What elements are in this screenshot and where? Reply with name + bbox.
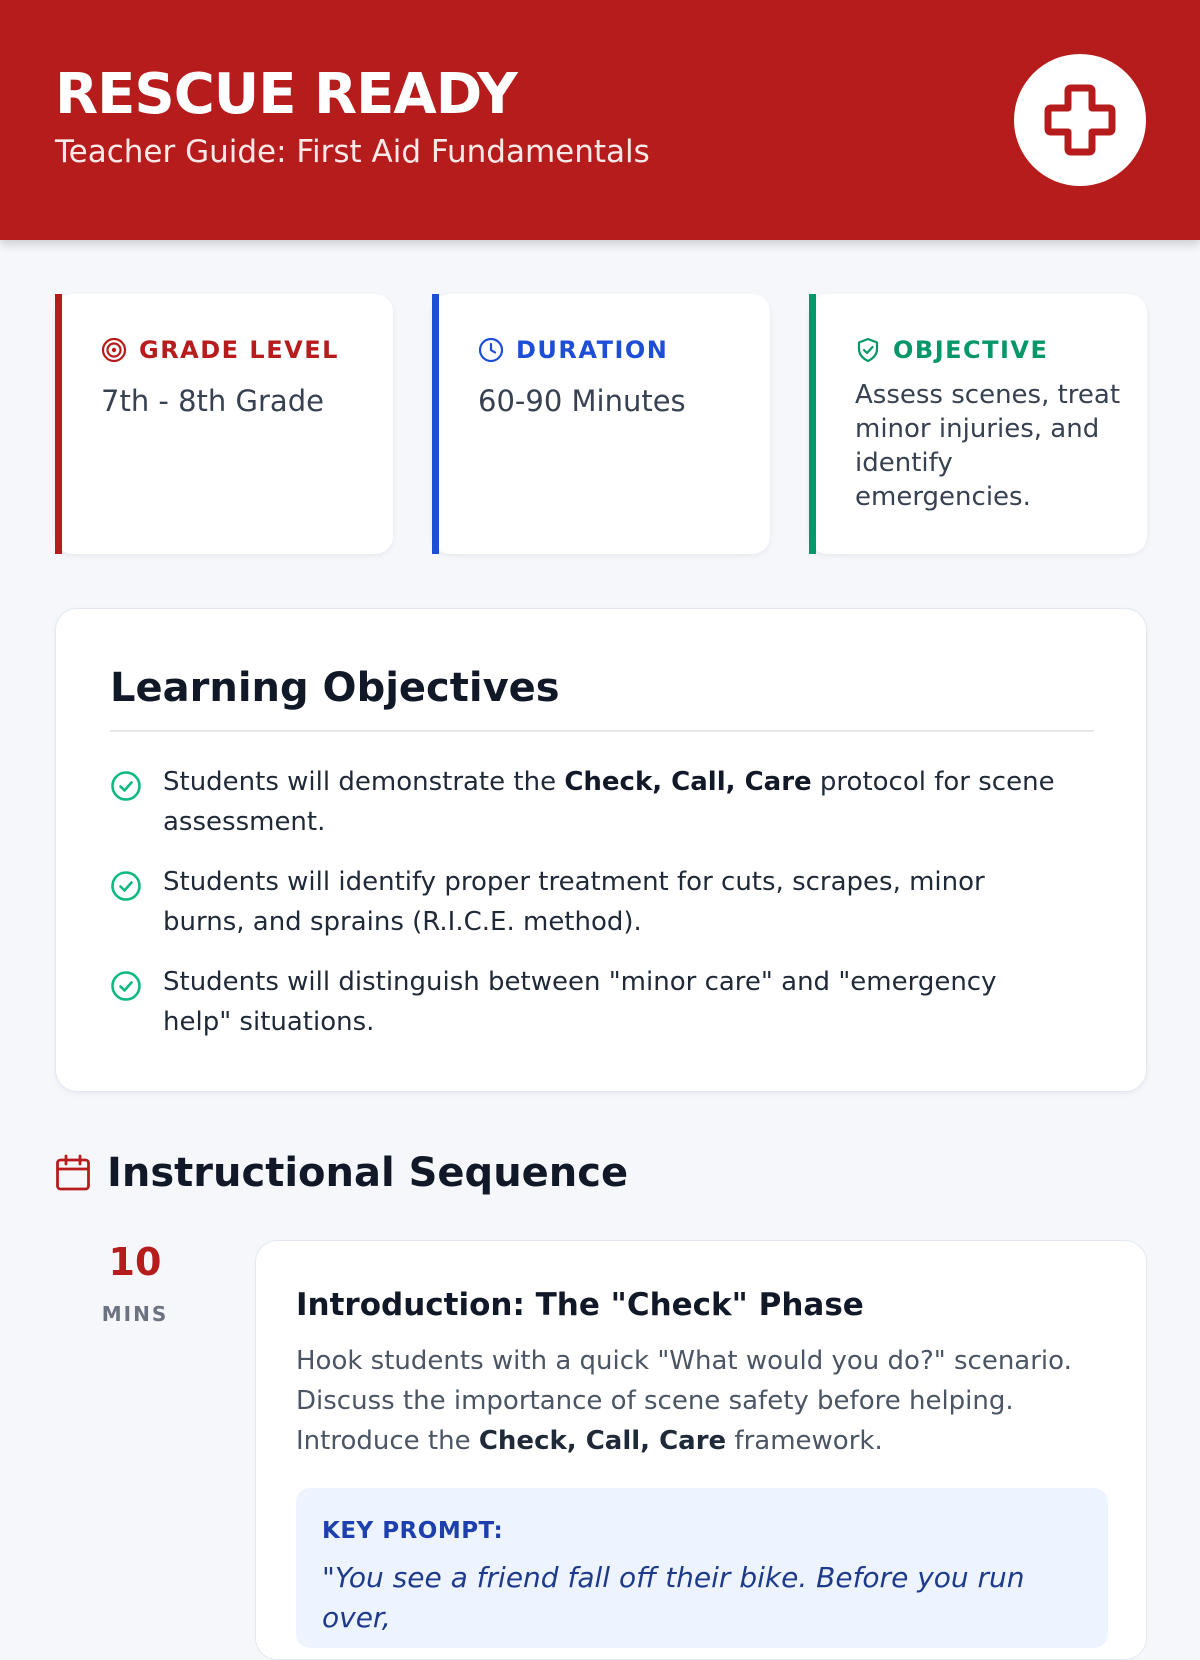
objective-text: Students will distinguish between "minor care" and "emergency help" situations. [163,967,997,1037]
card-header [478,336,668,364]
target-icon [101,337,127,363]
card-label: OBJECTIVE [893,336,1049,364]
step-minutes: 10 [108,1240,162,1284]
page-title: RESCUE READY [55,62,517,127]
card-value: Assess scenes, treat minor injuries, and identify emergencies. [855,380,1121,512]
objective-item [110,862,1070,942]
card-header [101,336,339,364]
grade-level-card [55,294,393,554]
step-description: Hook students with a quick "What would you do?" scenario. Discuss the importance of scene safety before helping. Introduce the Check, Call, Care framework. [296,1346,1072,1456]
duration-card [432,294,770,554]
step-title: Introduction: The "Check" Phase [296,1287,864,1323]
page-subtitle: Teacher Guide: First Aid Fundamentals [55,134,650,170]
medical-cross-icon [1044,84,1116,156]
check-circle-icon [110,770,142,802]
objective-item [110,762,1070,842]
learning-objectives-panel [55,608,1147,1092]
step-minutes-label: MINS [101,1302,169,1326]
key-prompt-label: KEY PROMPT: [322,1518,504,1544]
card-accent-bar [432,294,439,554]
check-circle-icon [110,970,142,1002]
step-card [255,1240,1147,1660]
card-value: 60-90 Minutes [478,384,686,418]
card-header [855,336,1048,364]
objective-text: Students will demonstrate the Check, Call, Care protocol for scene assessment. [163,767,1055,837]
divider [110,730,1094,732]
page-header [0,0,1200,240]
check-circle-icon [110,870,142,902]
section-title: Learning Objectives [110,665,560,711]
objective-text: Students will identify proper treatment for cuts, scrapes, minor burns, and sprains (R.I.C.E. method). [163,867,985,937]
key-prompt-text: "You see a friend fall off their bike. Before you run over, [322,1561,1025,1634]
key-prompt-box [296,1488,1108,1648]
sequence-header [55,1150,628,1196]
clock-icon [478,337,504,363]
card-accent-bar [55,294,62,554]
objective-card [809,294,1147,554]
objective-item [110,962,1070,1042]
calendar-icon [55,1154,91,1192]
logo-badge [1014,54,1146,186]
card-label: DURATION [516,336,669,364]
card-label: GRADE LEVEL [139,336,339,364]
section-title: Instructional Sequence [107,1150,629,1196]
shield-check-icon [855,337,881,363]
card-value: 7th - 8th Grade [101,384,324,418]
card-accent-bar [809,294,816,554]
